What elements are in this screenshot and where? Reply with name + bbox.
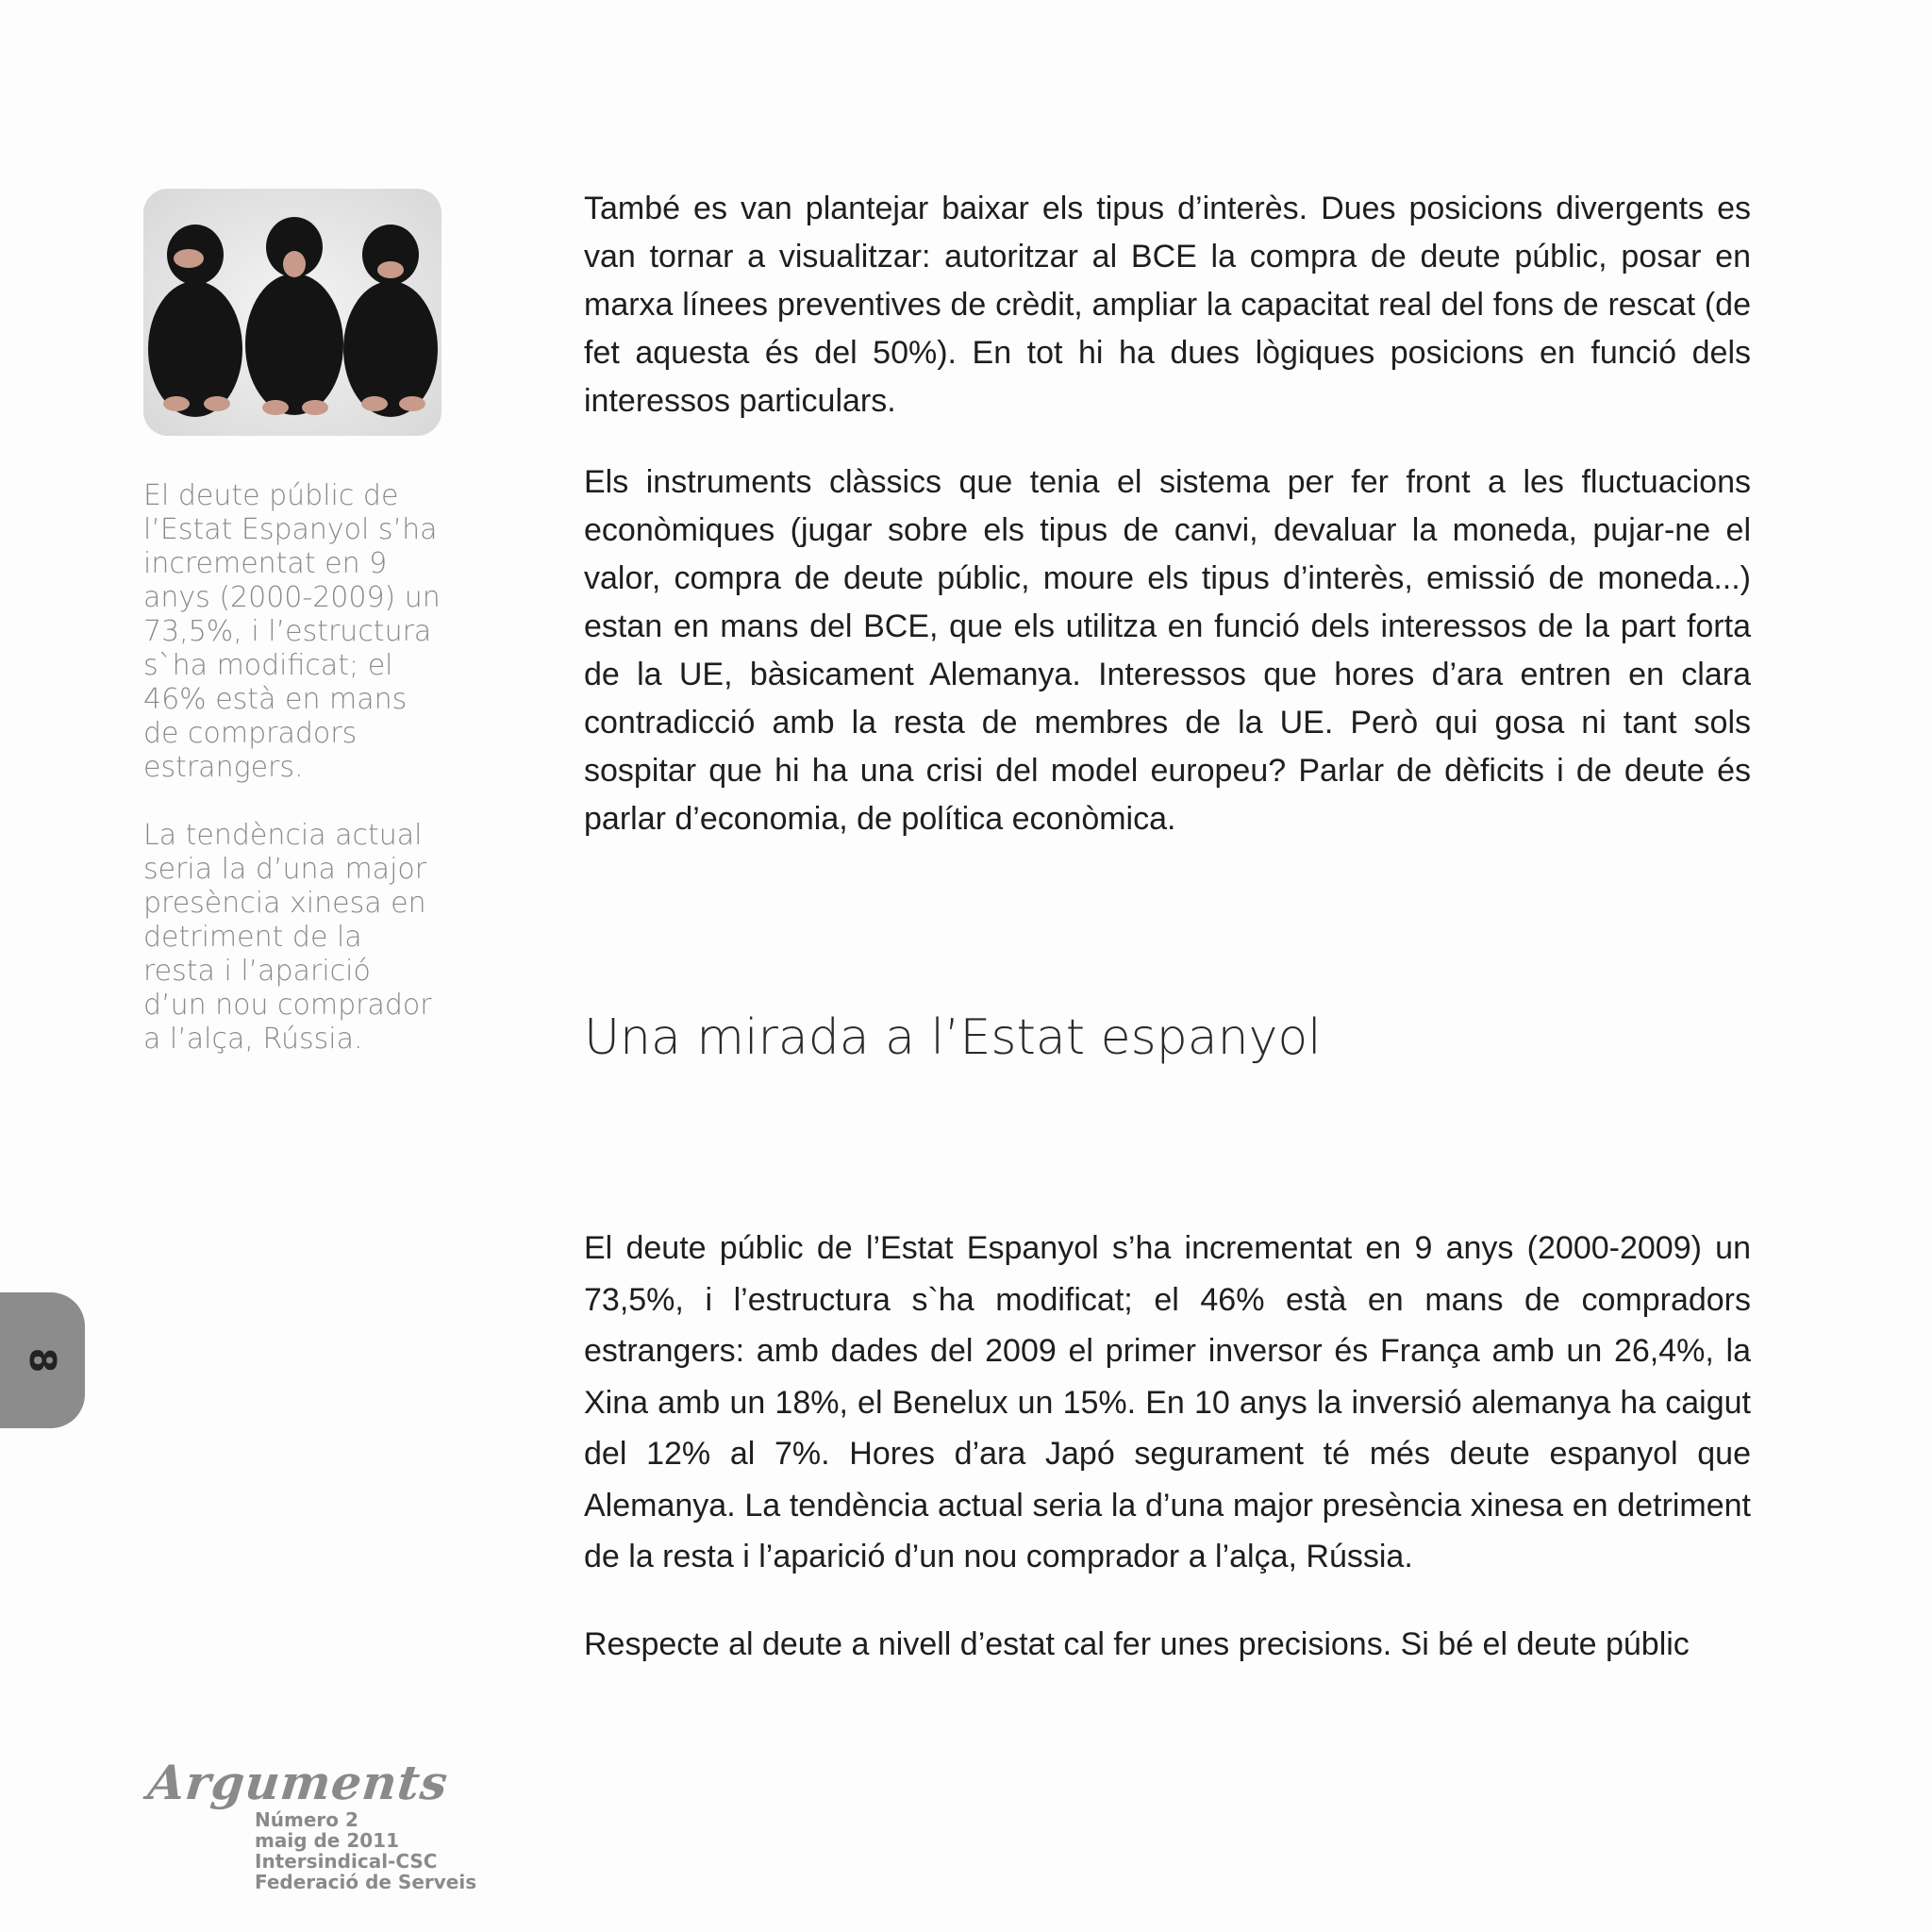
article-paragraph-4 <box>584 1619 1751 1670</box>
organization: Intersindical-CSC <box>255 1850 438 1873</box>
page-number: 8 <box>22 1347 63 1374</box>
article-paragraph-1 <box>584 185 1751 425</box>
magazine-logo: Arguments <box>145 1755 451 1810</box>
page-number-tab <box>0 1292 85 1428</box>
issue-number: Número 2 <box>255 1808 358 1831</box>
three-monkeys-image <box>143 189 441 436</box>
section-heading: Una mirada a l’Estat espanyol <box>584 1009 1322 1066</box>
sidebar-note-2: La tendència actual seria la d’una major presència xinesa en detriment de la resta i l’aparició d’un nou comprador a l’alça, Rússia. <box>143 819 432 1056</box>
sidebar-note-1: El deute públic de l’Estat Espanyol s’ha incrementat en 9 anys (2000-2009) un 73,5%, i l’estructura s`ha modificat; el 46% està en mans de compradors estrangers. <box>143 479 441 784</box>
masthead <box>255 1809 476 1892</box>
paragraph-text: També es van plantejar baixar els tipus d’interès. Dues posicions divergents es van tornar a visualitzar: autoritzar al BCE la compra de deute públic, posar en marxa línees preventives de crèdit, ampliar la capacitat real del fons de rescat (de fet aquesta és del 50%). En tot hi ha dues lògiques posicions en funció dels interessos particulars. <box>584 191 1751 419</box>
issue-date: maig de 2011 <box>255 1829 399 1852</box>
federation: Federació de Serveis <box>255 1871 477 1893</box>
paragraph-text: Respecte al deute a nivell d’estat cal fer unes precisions. Si bé el deute públic <box>584 1626 1690 1662</box>
article-paragraph-2 <box>584 458 1751 843</box>
paragraph-text: El deute públic de l’Estat Espanyol s’ha incrementat en 9 anys (2000-2009) un 73,5%, i l’estructura s`ha modificat; el 46% està en mans de compradors estrangers: amb dades del 2009 el primer inversor és França amb un 26,4%, la Xina amb un 18%, el Benelux un 15%. En 10 anys la inversió alemanya ha caigut del 12% al 7%. Hores d’ara Japó segurament té més deute espanyol que Alemanya. La tendència actual seria la d’una major presència xinesa en detriment de la resta i l’aparició d’un nou comprador a l’alça, Rússia. <box>584 1230 1751 1574</box>
article-paragraph-3 <box>584 1223 1751 1583</box>
sidebar-notes <box>143 479 441 1091</box>
paragraph-text: Els instruments clàssics que tenia el sistema per fer front a les fluctuacions econòmiques (jugar sobre els tipus de canvi, devaluar la moneda, pujar-ne el valor, compra de deute públic, moure els tipus d’interès, emissió de moneda...) estan en mans del BCE, que els utilitza en funció dels interessos de la part forta de la UE, bàsicament Alemanya. Interessos que hores d’ara entren en clara contradicció amb la resta de membres de la UE. Però qui gosa ni tant sols sospitar que hi ha una crisi del model europeu? Parlar de dèficits i de deute és parlar d’economia, de política econòmica. <box>584 464 1751 837</box>
